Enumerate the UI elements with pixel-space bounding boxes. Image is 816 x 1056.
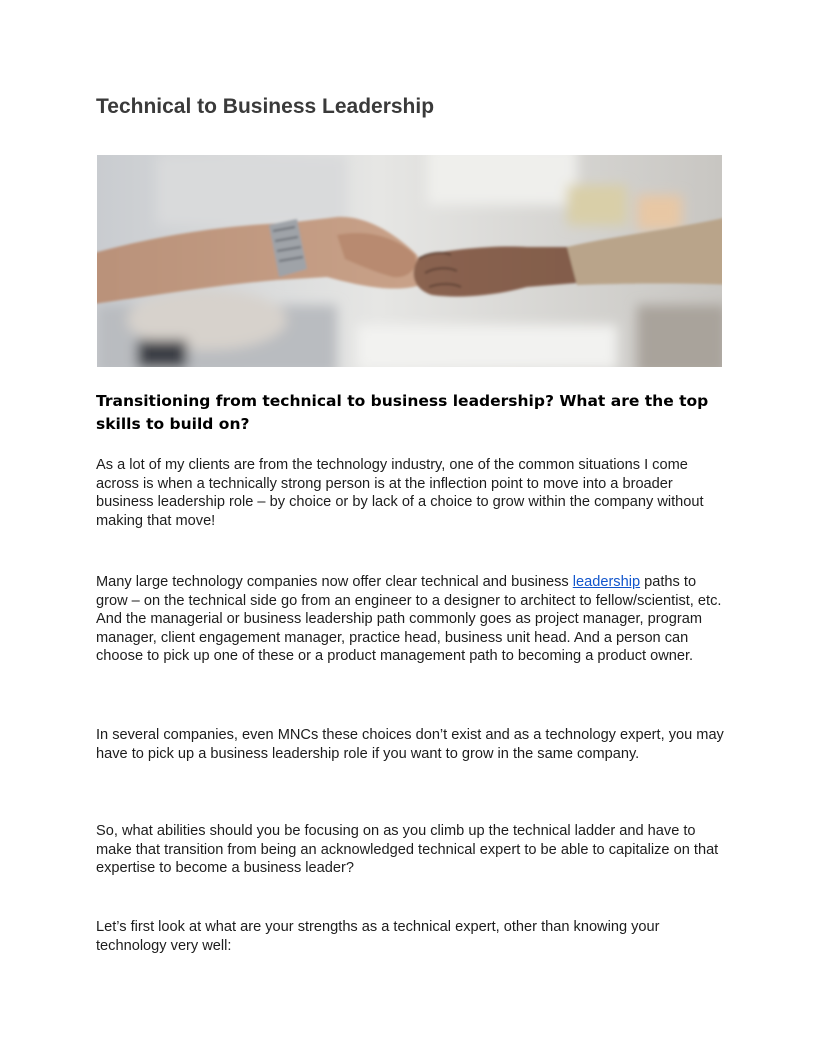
paragraph-1: As a lot of my clients are from the technology industry, one of the common situations I come across is when a technically strong person is at the inflection point to move into a broader business leadership role – by choice or by lack of a choice to grow within the company without making that move!: [96, 457, 704, 529]
section-subheading: Transitioning from technical to business leadership? What are the top skills to build on?: [96, 392, 709, 433]
paragraph-2-text-end: paths to grow – on the technical side go from an engineer to a designer to architect to fellow/scientist, etc. And the managerial or business leadership path commonly goes as project manager, program manager, client engagement manager, practice head, business unit head. And a person can choose to pick up one of these or a product management path to becoming a product owner.: [96, 574, 722, 664]
paragraph-2: [96, 573, 726, 666]
hero-image-fist-bump: [97, 155, 722, 367]
paragraph-3: In several companies, even MNCs these choices don’t exist and as a technology expert, you may have to pick up a business leadership role if you want to grow in the same company.: [96, 727, 724, 762]
paragraph-5: Let’s first look at what are your strengths as a technical expert, other than knowing your technology very well:: [96, 919, 660, 954]
paragraph-4: So, what abilities should you be focusing on as you climb up the technical ladder and have to make that transition from being an acknowledged technical expert to be able to capitalize on that expertise to become a business leader?: [96, 823, 719, 876]
leadership-link[interactable]: leadership: [572, 574, 641, 590]
paragraph-2-text-start: Many large technology companies now offer clear technical and business: [96, 574, 573, 590]
page-title: Technical to Business Leadership: [96, 95, 435, 118]
